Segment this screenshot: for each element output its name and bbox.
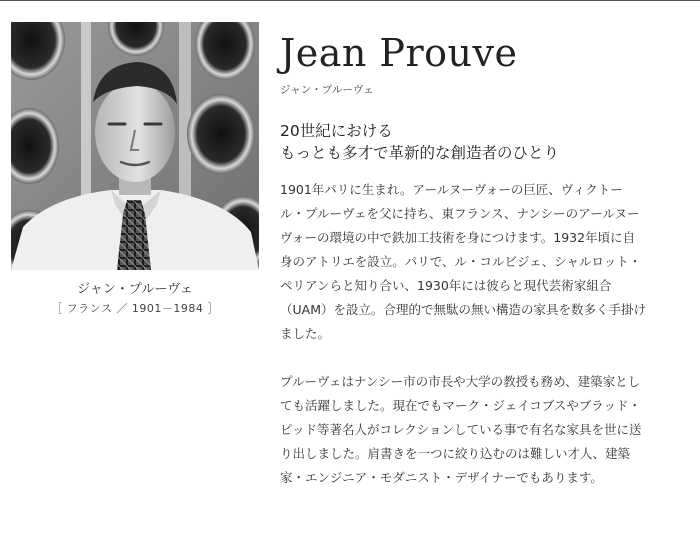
portrait-image — [11, 22, 259, 270]
portrait-caption — [11, 280, 259, 318]
biography-line: ル・プルーヴェを父に持ち、東フランス、ナンシーのアールヌー — [280, 206, 640, 221]
biography-line: プルーヴェはナンシー市の市長や大学の教授も務め、建築家とし — [280, 374, 641, 389]
profile-content — [280, 28, 690, 490]
biography-line: 1901年パリに生まれ。アールヌーヴォーの巨匠、ヴィクトー — [280, 182, 623, 197]
headline-line: 20世紀における — [280, 122, 393, 140]
biography-line: ペリアンらと知り合い、1930年には彼らと現代芸術家組合 — [280, 278, 612, 293]
biography-paragraph-2 — [280, 370, 690, 490]
top-divider — [0, 0, 700, 1]
biography-line: ても活躍しました。現在でもマーク・ジェイコブスやブラッド・ — [280, 398, 642, 413]
portrait-photo — [11, 22, 259, 270]
biography-line: （UAM）を設立。合理的で無駄の無い構造の家具を数多く手掛け — [280, 302, 646, 317]
caption-nationality-years: ［ フランス ／ 1901－1984 ］ — [51, 302, 219, 315]
biography-line: り出しました。肩書きを一つに絞り込むのは難しい才人、建築 — [280, 446, 631, 461]
biography-line: ヴォーの環境の中で鉄加工技術を身につけます。1932年頃に自 — [280, 230, 636, 245]
profile-headline — [280, 120, 690, 164]
biography-paragraph-1 — [280, 178, 690, 346]
profile-title: Jean Prouve — [280, 31, 518, 75]
biography-line: 家・エンジニア・モダニスト・デザイナーでもあります。 — [280, 470, 603, 485]
headline-line: もっとも多才で革新的な創造者のひとり — [280, 144, 560, 162]
caption-name: ジャン・プルーヴェ — [77, 282, 193, 297]
biography-line: ピッド等著名人がコレクションしている事で有名な家具を世に送 — [280, 422, 642, 437]
profile-subtitle: ジャン・プルーヴェ — [280, 84, 374, 96]
biography-line: ました。 — [280, 326, 331, 341]
biography-line: 身のアトリエを設立。パリで、ル・コルビジェ、シャルロット・ — [280, 254, 642, 269]
